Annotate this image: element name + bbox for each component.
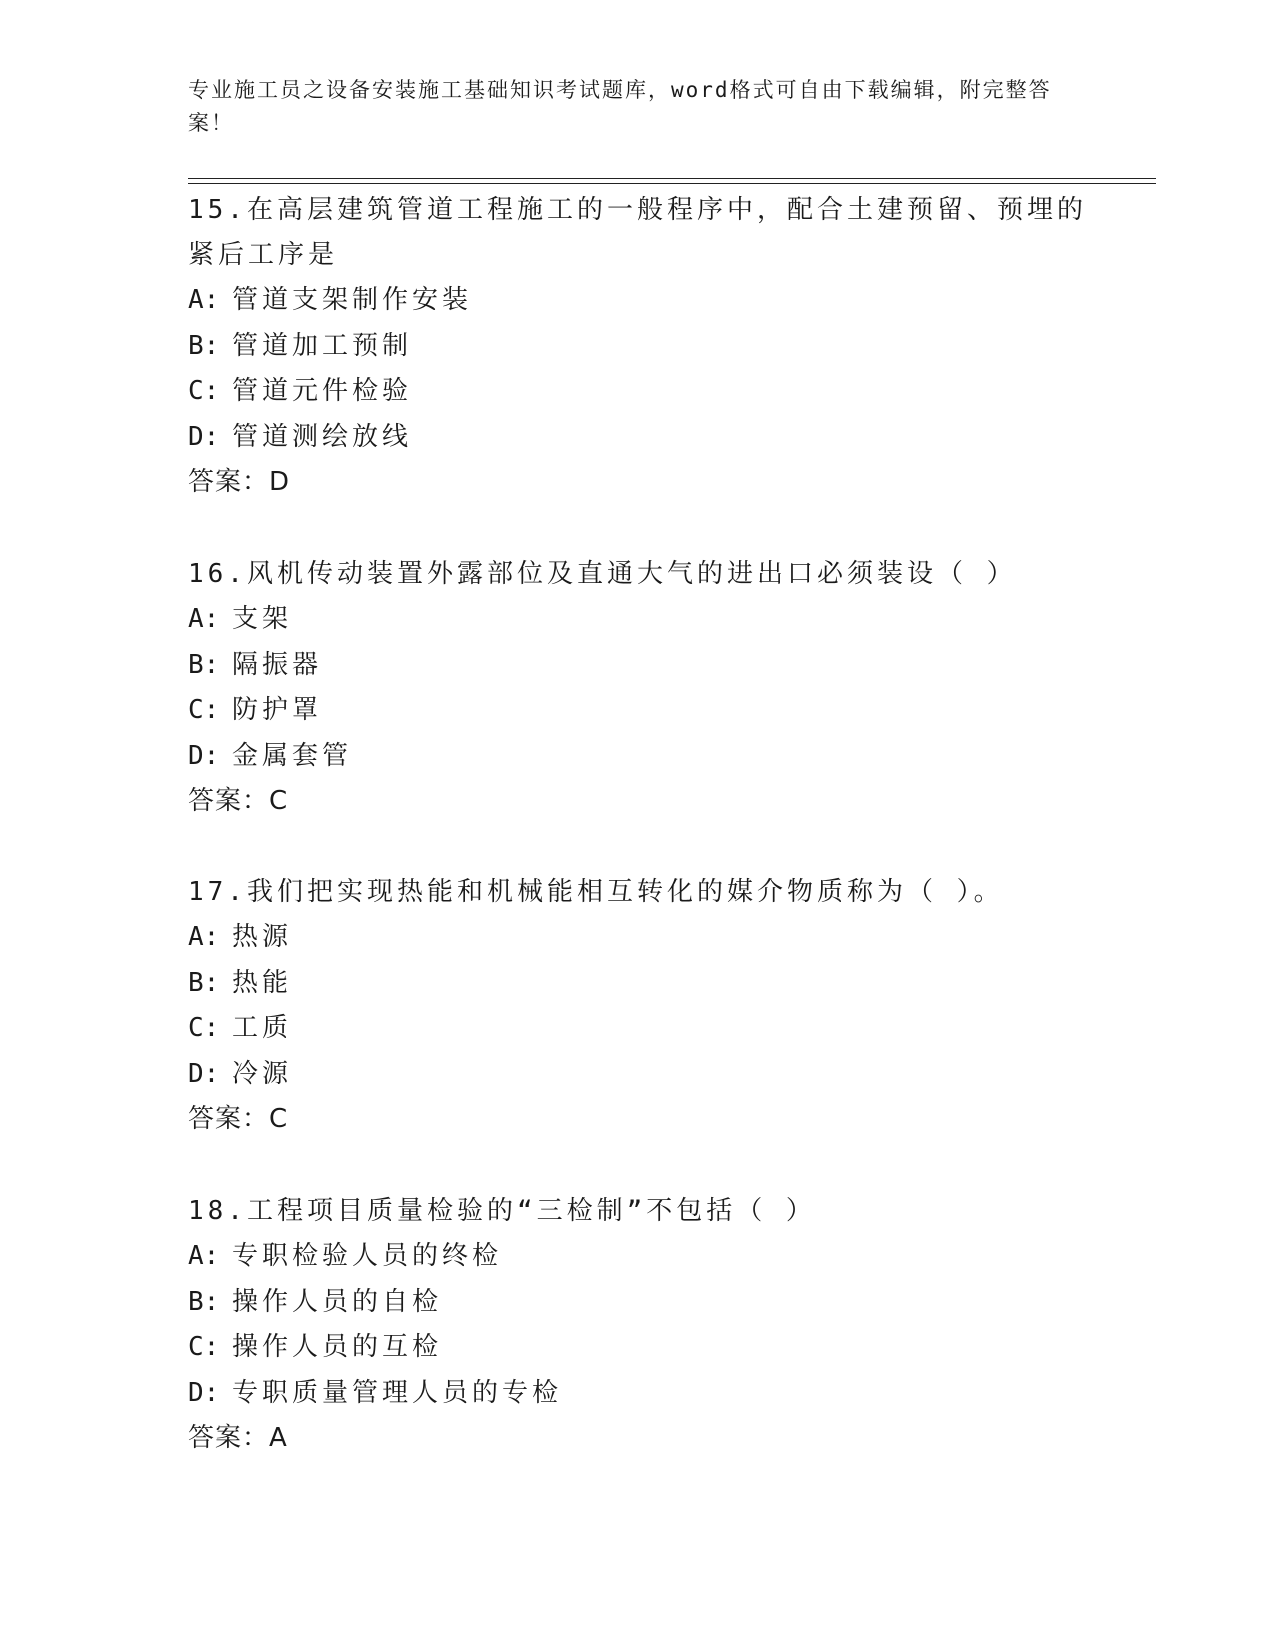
option-b [188,961,1088,1007]
option-c [188,688,1088,734]
option-b [188,643,1088,689]
option-key: D: [188,740,220,771]
answer-line: 答案：C [188,1104,289,1134]
option-key: B: [188,649,220,680]
document-header: 专业施工员之设备安装施工基础知识考试题库，word格式可自由下载编辑，附完整答案！ [188,78,1052,135]
option-key: B: [188,967,220,998]
header-divider-top [188,178,1156,179]
option-text: 管道支架制作安装 [232,285,473,315]
option-text: 热源 [232,922,293,952]
option-key: B: [188,330,220,361]
option-text: 支架 [232,604,293,634]
option-text: 操作人员的自检 [232,1286,443,1317]
option-text: 隔振器 [232,649,323,680]
option-key: A: [188,285,220,315]
option-key: A: [188,922,220,952]
option-key: C: [188,695,220,725]
option-text: 操作人员的互检 [232,1332,443,1362]
option-text: 防护罩 [232,695,323,725]
option-c [188,1006,1088,1052]
option-key: D: [188,421,220,452]
option-text: 工质 [232,1013,293,1043]
option-a [188,278,1088,324]
option-d [188,734,1088,780]
answer-line: 答案：D [188,467,291,497]
option-key: C: [188,376,220,406]
option-d [188,1371,1088,1417]
option-key: C: [188,1332,220,1362]
option-text: 管道元件检验 [232,376,413,406]
option-b [188,324,1088,370]
option-text: 冷源 [232,1058,293,1089]
option-a [188,597,1088,643]
option-d [188,415,1088,461]
option-text: 管道加工预制 [232,330,413,361]
option-c [188,1325,1088,1371]
question-15 [188,188,1088,505]
option-a [188,1234,1088,1280]
answer-line: 答案：A [188,1423,288,1453]
option-key: C: [188,1013,220,1043]
question-stem: 15.在高层建筑管道工程施工的一般程序中，配合土建预留、预埋的紧后工序是 [188,195,1087,270]
question-stem: 17.我们把实现热能和机械能相互转化的媒介物质称为（ ）。 [188,877,1004,907]
option-text: 专职质量管理人员的专检 [232,1377,563,1408]
header-divider-bottom [188,183,1156,184]
option-key: D: [188,1058,220,1089]
option-text: 专职检验人员的终检 [232,1241,503,1271]
answer-line: 答案：C [188,786,289,816]
option-key: A: [188,1241,220,1271]
option-text: 金属套管 [232,740,353,771]
option-text: 热能 [232,967,293,998]
option-a [188,915,1088,961]
option-d [188,1052,1088,1098]
question-stem: 16.风机传动装置外露部位及直通大气的进出口必须装设（ ） [188,559,1017,589]
question-17 [188,870,1088,1142]
option-c [188,369,1088,415]
option-key: D: [188,1377,220,1408]
question-18 [188,1189,1088,1461]
option-key: A: [188,604,220,634]
option-b [188,1280,1088,1326]
question-16 [188,552,1088,824]
option-key: B: [188,1286,220,1317]
option-text: 管道测绘放线 [232,421,413,452]
question-stem: 18.工程项目质量检验的“三检制”不包括（ ） [188,1196,816,1226]
